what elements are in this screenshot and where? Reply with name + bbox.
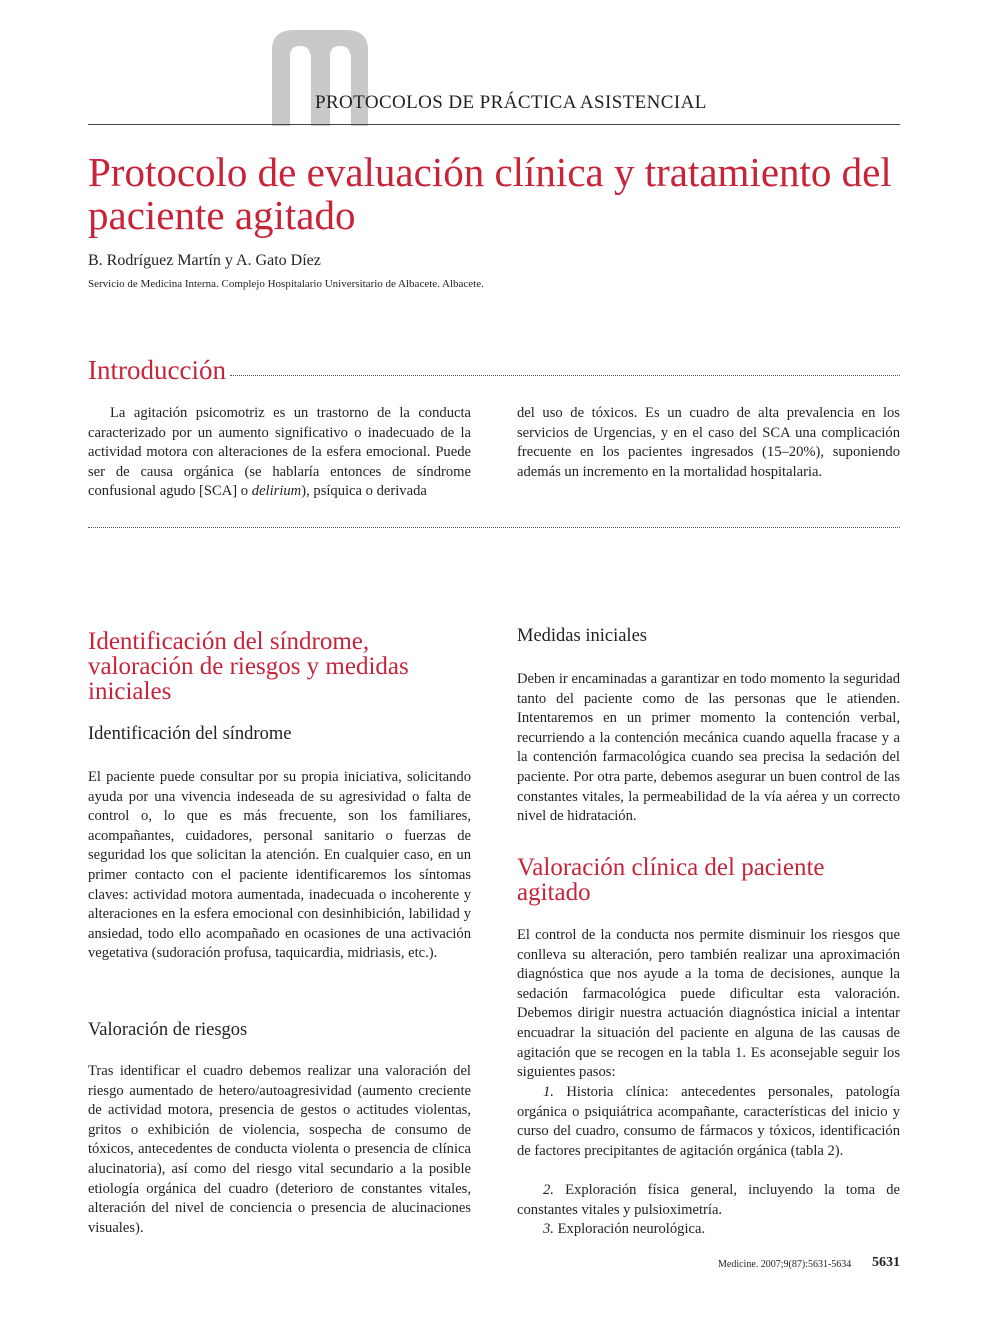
list-item-number: 3. <box>543 1221 554 1237</box>
intro-text-em: delirium <box>251 483 302 500</box>
section1-sub2-heading: Valoración de riesgos <box>88 1020 248 1040</box>
page-number: 5631 <box>872 1255 900 1270</box>
header-divider <box>88 124 900 125</box>
article-authors: B. Rodríguez Martín y A. Gato Díez <box>88 252 321 269</box>
list-item <box>517 1181 900 1220</box>
footer-citation: Medicine. 2007;9(87):5631-5634 <box>718 1259 852 1270</box>
section-label: PROTOCOLOS DE PRÁCTICA ASISTENCIAL <box>315 92 707 113</box>
section1-sub1-heading: Identificación del síndrome <box>88 724 292 744</box>
intro-text-a: La agitación psicomotriz es un trastorno de la conducta caracterizado por un aumento significativo o inadecuado de la actividad motora con alteraciones de la esfera emocional. Puede ser de causa orgánica (se hablaría entonces de síndrome confusional agudo [SCA] o <box>88 405 471 500</box>
section1-sub3-heading: Medidas iniciales <box>517 626 647 646</box>
list-item-number: 1. <box>543 1084 554 1100</box>
section1-sub2-paragraph: Tras identificar el cuadro debemos realizar una valoración del riesgo aumentado de hetero/autoagresividad (aumento creciente de actividad motora, presencia de gestos o actitudes violentas, gritos o exhibición de violencia, sospecha de consumo de tóxicos, antecedentes de conducta violenta o presencia de clínica alucinatoria), así como del riesgo vital secundario a la posible etiología orgánica del cuadro (deterioro de constantes vitales, alteración del nivel de conciencia o presencia de alucinaciones visuales). <box>88 1063 471 1236</box>
section2-paragraph: El control de la conducta nos permite disminuir los riesgos que conlleva su alteración, pero también realizar una aproximación diagnóstica que nos ayude a la toma de decisiones, aunque la sedación farmacológica puede dificultar esta valoración. Debemos dirigir nuestra actuación diagnóstica inicial a intentar encuadrar la situación del paciente en alguna de las causas de agitación que se recogen en la tabla 1. Es aconsejable seguir los siguientes pasos: <box>517 927 900 1081</box>
intro-heading: Introducción <box>88 355 226 385</box>
intro-heading-row <box>88 355 900 387</box>
list-item <box>517 1220 900 1240</box>
list-item-text: Exploración neurológica. <box>557 1221 706 1237</box>
intro-bottom-dotted-rule <box>88 527 900 528</box>
section1-heading: Identificación del síndrome, valoración de riesgos y medidas iniciales <box>88 628 409 705</box>
section1-sub1-paragraph: El paciente puede consultar por su propia iniciativa, solicitando ayuda por una vivencia indeseada de su agresividad o falta de control o, lo que es más frecuente, son los familiares, acompañantes, cuidadores, personal sanitario o fuerzas de seguridad los que solicitan la atención. En cualquier caso, en un primer contacto con el paciente identificaremos los síntomas claves: actividad motora aumentada, inadecuada o incoherente y alteraciones en la esfera emocional con desinhibición, labilidad y ansiedad, todo ello acompañado en ocasiones de una activación vegetativa (sudoración profusa, taquicardia, midriasis, etc.). <box>88 769 471 962</box>
intro-text-b: ), psíquica o derivada <box>301 483 427 500</box>
list-item <box>517 1083 900 1161</box>
list-item-number: 2. <box>543 1182 554 1198</box>
section1-sub3-paragraph: Deben ir encaminadas a garantizar en todo momento la seguridad tanto del paciente como de las personas que le atienden. Intentaremos en un primer momento la contención verbal, recurriendo a la contención mecánica cuando aquella fracase y a la contención farmacológica cuando sea precisa la sedación del paciente. Por otra parte, debemos asegurar un buen control de las constantes vitales, la permeabilidad de la vía aérea y un correcto nivel de hidratación. <box>517 671 900 825</box>
article-affiliation: Servicio de Medicina Interna. Complejo Hospitalario Universitario de Albacete. Albacete. <box>88 278 484 290</box>
list-item-text: Exploración física general, incluyendo la toma de constantes vitales y pulsioximetría. <box>517 1182 900 1218</box>
article-title: Protocolo de evaluación clínica y tratamiento del paciente agitado <box>88 149 892 238</box>
intro-dotted-rule <box>230 375 900 376</box>
section2-heading: Valoración clínica del paciente agitado <box>517 854 825 906</box>
intro-paragraph-2: del uso de tóxicos. Es un cuadro de alta prevalencia en los servicios de Urgencias, y en el caso del SCA una complicación frecuente en los pacientes ingresados (15–20%), suponiendo además un incremento en la mortalidad hospitalaria. <box>517 405 900 480</box>
list-item-text: Historia clínica: antecedentes personales, patología orgánica o psiquiátrica acompañante, características del inicio y curso del cuadro, consumo de fármacos y tóxicos, identificación de factores precipitantes de agitación orgánica (tabla 2). <box>517 1084 900 1159</box>
intro-paragraph-1 <box>88 404 471 502</box>
